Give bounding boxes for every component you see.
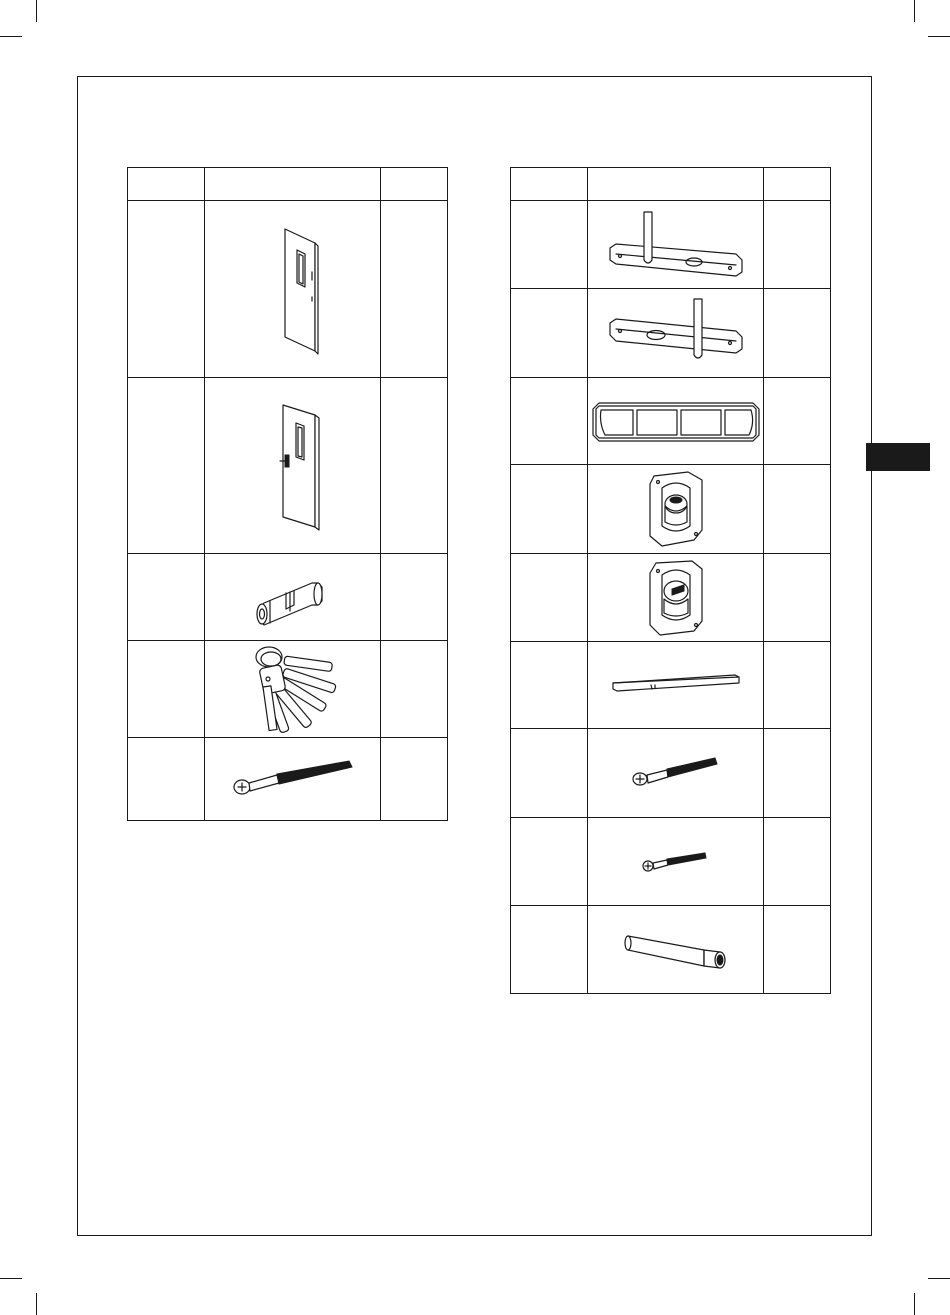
part-ref — [511, 289, 588, 378]
table-row — [511, 554, 831, 642]
crop-mark-br-v — [914, 1293, 915, 1315]
table-row — [511, 378, 831, 465]
parts-table-right — [510, 167, 831, 994]
table-row — [128, 378, 448, 554]
part-ref — [511, 378, 588, 465]
part-qty — [381, 738, 448, 821]
part-qty — [764, 289, 831, 378]
part-ref — [511, 906, 588, 994]
keys-icon — [237, 643, 349, 735]
part-ref — [511, 201, 588, 289]
part-illustration — [205, 641, 381, 738]
part-ref — [511, 642, 588, 729]
table-row — [511, 818, 831, 906]
parts-table-left — [127, 167, 448, 821]
part-ref — [511, 554, 588, 642]
crop-mark-tr-h — [928, 36, 950, 37]
door-with-window-icon — [263, 227, 323, 352]
part-ref — [128, 554, 205, 641]
part-qty — [764, 201, 831, 289]
escutcheon-inner-icon — [644, 559, 708, 637]
part-illustration — [205, 738, 381, 821]
table-row — [128, 738, 448, 821]
door-with-handle-icon — [263, 403, 323, 528]
table-row — [128, 641, 448, 738]
handle-plate-left-icon — [606, 210, 746, 280]
part-illustration — [588, 378, 764, 465]
part-qty — [381, 378, 448, 554]
crop-mark-tr-v — [914, 0, 915, 22]
escutcheon-outer-icon — [644, 470, 708, 548]
part-ref — [128, 641, 205, 738]
part-qty — [764, 465, 831, 554]
table-row — [511, 729, 831, 818]
table-row — [511, 642, 831, 729]
part-qty — [381, 201, 448, 378]
table-row — [511, 289, 831, 378]
header-ref — [128, 168, 205, 201]
part-qty — [764, 554, 831, 642]
table-header-row — [511, 168, 831, 201]
lock-cylinder-icon — [250, 565, 336, 629]
handle-plate-right-icon — [606, 297, 746, 369]
part-ref — [128, 201, 205, 378]
crop-mark-bl-h — [0, 1278, 22, 1279]
crop-mark-bl-v — [36, 1293, 37, 1315]
part-illustration — [205, 378, 381, 554]
part-illustration — [588, 818, 764, 906]
table-header-row — [128, 168, 448, 201]
part-ref — [511, 818, 588, 906]
spindle-icon — [611, 673, 741, 697]
part-qty — [764, 642, 831, 729]
table-row — [511, 906, 831, 994]
gasket-strip-icon — [591, 399, 761, 443]
header-qty — [381, 168, 448, 201]
part-illustration — [588, 201, 764, 289]
table-row — [128, 554, 448, 641]
header-ref — [511, 168, 588, 201]
long-screw-icon — [231, 759, 355, 799]
header-illustration — [588, 168, 764, 201]
part-ref — [128, 378, 205, 554]
part-illustration — [205, 201, 381, 378]
short-screw-icon — [641, 850, 711, 874]
medium-screw-icon — [631, 756, 721, 790]
header-illustration — [205, 168, 381, 201]
part-qty — [764, 378, 831, 465]
sleeve-bushing-icon — [624, 930, 728, 970]
part-illustration — [588, 289, 764, 378]
part-qty — [381, 641, 448, 738]
section-tab — [866, 443, 930, 471]
part-illustration — [588, 729, 764, 818]
part-illustration — [588, 642, 764, 729]
crop-mark-br-h — [928, 1278, 950, 1279]
part-qty — [381, 554, 448, 641]
part-illustration — [588, 906, 764, 994]
part-illustration — [588, 554, 764, 642]
part-illustration — [588, 465, 764, 554]
part-ref — [511, 465, 588, 554]
crop-mark-tl-h — [0, 36, 22, 37]
table-row — [128, 201, 448, 378]
part-ref — [511, 729, 588, 818]
table-row — [511, 201, 831, 289]
crop-mark-tl-v — [36, 0, 37, 22]
part-qty — [764, 818, 831, 906]
part-qty — [764, 906, 831, 994]
table-row — [511, 465, 831, 554]
part-illustration — [205, 554, 381, 641]
part-qty — [764, 729, 831, 818]
part-ref — [128, 738, 205, 821]
header-qty — [764, 168, 831, 201]
